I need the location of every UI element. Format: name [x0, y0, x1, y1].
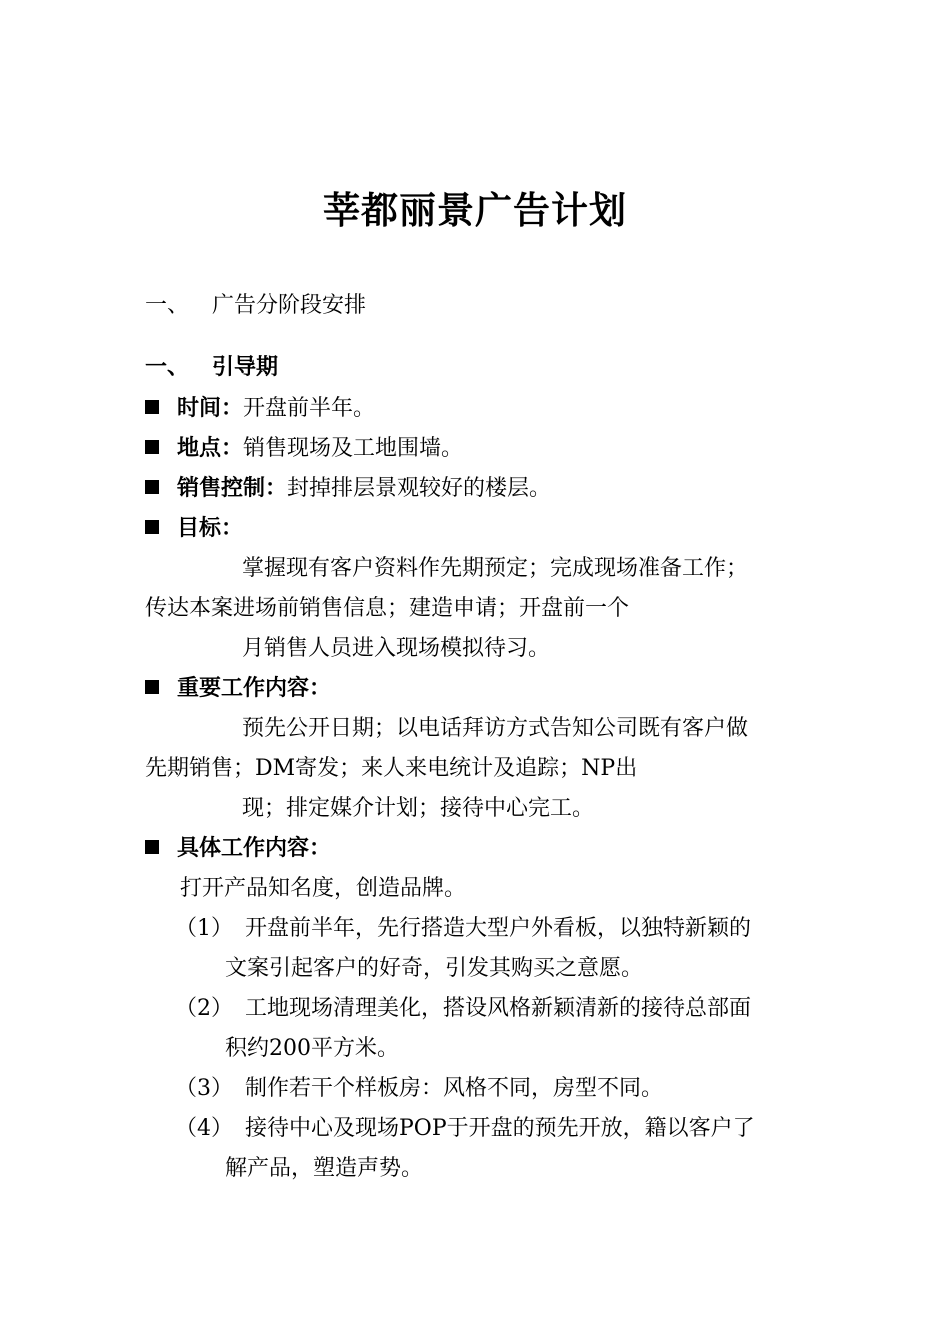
- work-line: 现；排定媒介计划；接待中心完工。: [242, 796, 595, 821]
- square-bullet-icon: [145, 480, 159, 494]
- work-line: 预先公开日期；以电话拜访方式告知公司既有客户做: [242, 716, 749, 741]
- square-bullet-icon: [145, 400, 159, 414]
- item-label: 具体工作内容：: [177, 836, 332, 861]
- section-number: 一、: [145, 293, 190, 318]
- list-item-text: 文案引起客户的好奇，引发其购买之意愿。: [225, 956, 644, 981]
- square-bullet-icon: [145, 680, 159, 694]
- list-item-number: （4）: [175, 1116, 233, 1141]
- list-item-text: 开盘前半年，先行搭造大型户外看板，以独特新颖的: [245, 916, 752, 941]
- bullet-item-location: [145, 431, 463, 462]
- phase-heading: 引导期: [212, 355, 279, 380]
- item-text: 封掉排层景观较好的楼层。: [287, 476, 552, 501]
- square-bullet-icon: [145, 440, 159, 454]
- item-label: 销售控制：: [177, 476, 288, 501]
- goal-line: 掌握现有客户资料作先期预定；完成现场准备工作；: [242, 556, 749, 581]
- bullet-item-important-work: [145, 671, 331, 702]
- item-label: 重要工作内容：: [177, 676, 332, 701]
- work-line: 先期销售；DM寄发；来人来电统计及追踪；NP出: [145, 756, 638, 781]
- document-title: 莘都丽景广告计划: [323, 189, 627, 232]
- list-item-text: 工地现场清理美化，搭设风格新颖清新的接待总部面: [245, 996, 752, 1021]
- phase-number: 一、: [145, 355, 190, 380]
- list-item-text: 积约200平方米。: [225, 1036, 399, 1061]
- list-item-text: 接待中心及现场POP于开盘的预先开放，籍以客户了: [245, 1116, 755, 1141]
- goal-line: 传达本案进场前销售信息；建造申请；开盘前一个: [145, 596, 630, 621]
- square-bullet-icon: [145, 520, 159, 534]
- list-item-number: （1）: [175, 916, 233, 941]
- item-label: 目标：: [177, 516, 244, 541]
- list-item-text: 制作若干个样板房：风格不同，房型不同。: [245, 1076, 664, 1101]
- item-label: 时间：: [177, 396, 244, 421]
- goal-line: 月销售人员进入现场模拟待习。: [242, 636, 551, 661]
- detail-intro: 打开产品知名度，创造品牌。: [180, 876, 467, 901]
- bullet-item-goal: [145, 511, 243, 542]
- item-label: 地点：: [177, 436, 244, 461]
- list-item-number: （3）: [175, 1076, 233, 1101]
- item-text: 开盘前半年。: [243, 396, 376, 421]
- list-item-number: （2）: [175, 996, 233, 1021]
- section-heading: 广告分阶段安排: [212, 293, 367, 318]
- square-bullet-icon: [145, 840, 159, 854]
- bullet-item-detailed-work: [145, 831, 331, 862]
- bullet-item-time: [145, 391, 375, 422]
- item-text: 销售现场及工地围墙。: [243, 436, 464, 461]
- bullet-item-sales-control: [145, 471, 551, 502]
- list-item-text: 解产品，塑造声势。: [225, 1156, 424, 1181]
